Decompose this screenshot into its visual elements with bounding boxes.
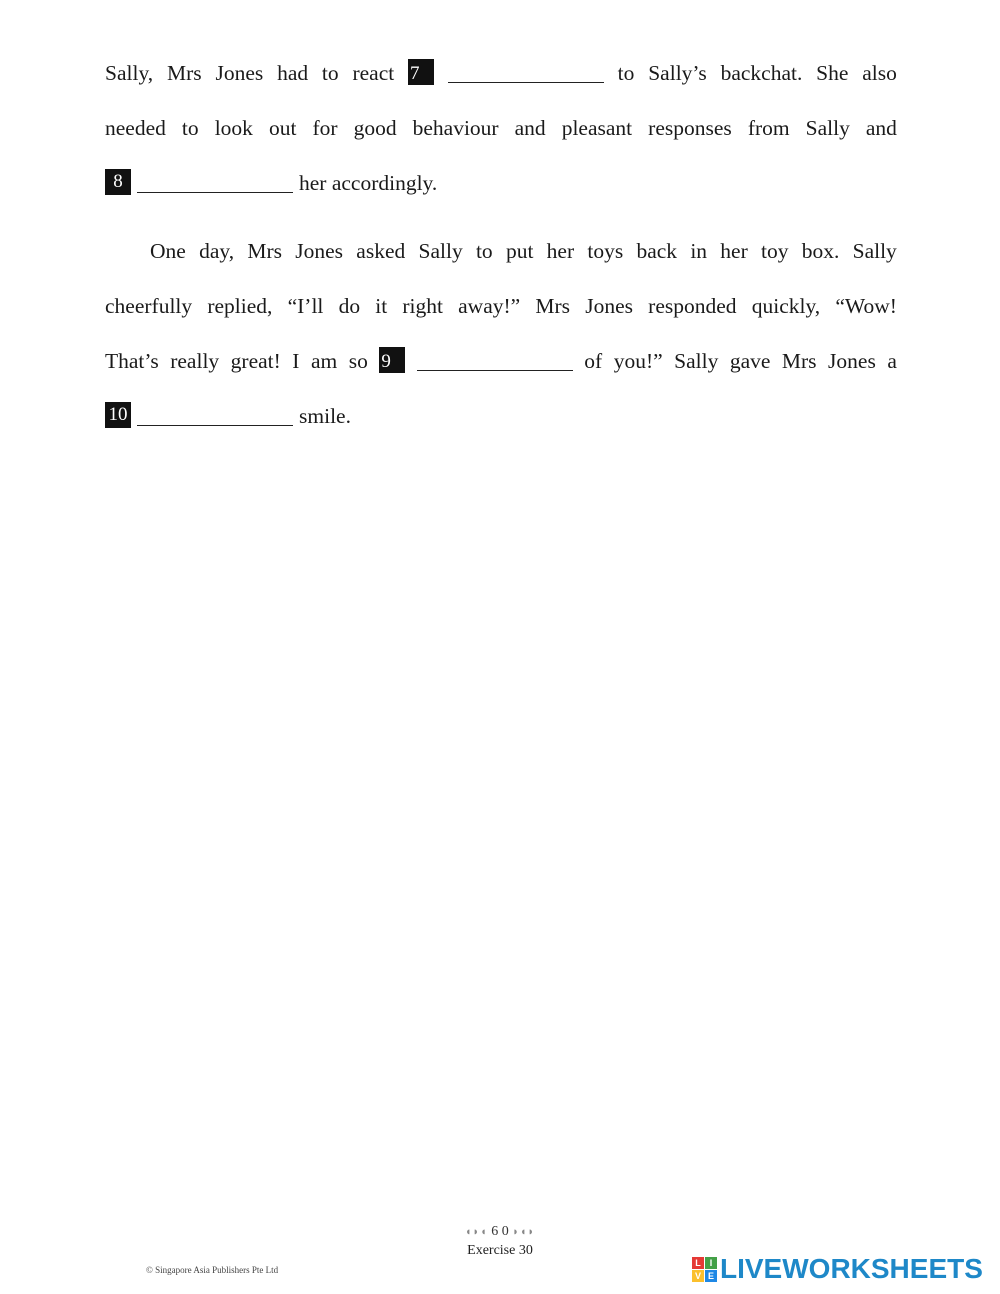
word: Mrs [535,294,571,318]
word: cheerfully [105,294,193,318]
word: react [352,61,395,85]
paragraph1-line2 [105,113,897,143]
page-dots-left: ◖◗◖ [464,1226,488,1238]
line-text: smile. [299,404,351,428]
word: from [747,116,790,140]
word: good [353,116,397,140]
brand-wordmark: LIVEWORKSHEETS [720,1253,983,1284]
answer-blank-10[interactable] [137,425,293,426]
word: toy [761,239,789,263]
word: look [214,116,253,140]
word: to [475,239,493,263]
word: put [505,239,534,263]
paragraph2-line2 [105,291,897,321]
blank-number-9: 9 [379,347,405,373]
blank-number-10: 10 [105,402,131,428]
word: box. [801,239,840,263]
word: also [862,61,897,85]
answer-blank-9[interactable] [417,370,573,371]
liveworksheets-logo [692,1253,983,1285]
exercise-label: Exercise 30 [467,1243,533,1258]
word: Jones [828,349,876,373]
word: “Wow! [835,294,897,318]
word: right [402,294,443,318]
word: to [617,61,635,85]
word: Mrs [781,349,817,373]
word: great! [230,349,281,373]
word: and [514,116,546,140]
word: it [375,294,388,318]
word: asked [356,239,406,263]
word: to [181,116,199,140]
word: gave [729,349,771,373]
logo-tile: E [705,1270,717,1282]
word: backchat. [720,61,803,85]
word: of [584,349,603,373]
blank-number-7: 7 [408,59,434,85]
word: Mrs [167,61,202,85]
answer-blank-8[interactable] [137,192,293,193]
word: Jones [585,294,633,318]
blank-number-8: 8 [105,169,131,195]
word: had [277,61,309,85]
logo-tile: L [692,1257,704,1269]
word: She [816,61,849,85]
word: Sally [852,239,897,263]
page-number-text: 6 0 [491,1224,509,1239]
word: a [887,349,897,373]
word: Sally [418,239,463,263]
word: needed [105,116,166,140]
word: really [170,349,220,373]
word: her [720,239,748,263]
word: back [636,239,678,263]
word: away!” [458,294,521,318]
paragraph2-line4 [105,401,897,431]
copyright-notice: © Singapore Asia Publishers Pte Ltd [146,1265,279,1275]
word: am [310,349,338,373]
word: responses [648,116,732,140]
word: Sally [674,349,719,373]
word: Jones [215,61,264,85]
word: Sally, [105,61,154,85]
word: and [865,116,897,140]
line-text: her accordingly. [299,171,438,195]
word: you!” [613,349,663,373]
word: One [150,239,186,263]
paragraph2-line3 [105,346,897,376]
page-dots-right: ◗◖◗ [512,1226,536,1238]
word: quickly, [751,294,821,318]
word: out [268,116,297,140]
word: I [292,349,300,373]
logo-icon [692,1257,717,1282]
word: pleasant [561,116,633,140]
paragraph2-line1 [150,236,897,266]
word: behaviour [412,116,499,140]
word: for [312,116,338,140]
word: That’s [105,349,159,373]
word: Sally’s [648,61,707,85]
word: Sally [805,116,850,140]
logo-tile: V [692,1270,704,1282]
word: replied, [207,294,273,318]
word: Jones [295,239,344,263]
word: toys [587,239,624,263]
word: “I’ll [287,294,324,318]
word: her [546,239,575,263]
paragraph1-line1 [105,58,897,88]
logo-tile: I [705,1257,717,1269]
page-number [0,1224,1000,1240]
word: responded [648,294,737,318]
word: day, [199,239,235,263]
answer-blank-7[interactable] [448,82,604,83]
word: in [690,239,708,263]
word: to [321,61,339,85]
word: Mrs [247,239,283,263]
word: do [338,294,361,318]
paragraph1-line3 [105,168,897,198]
word: so [348,349,368,373]
